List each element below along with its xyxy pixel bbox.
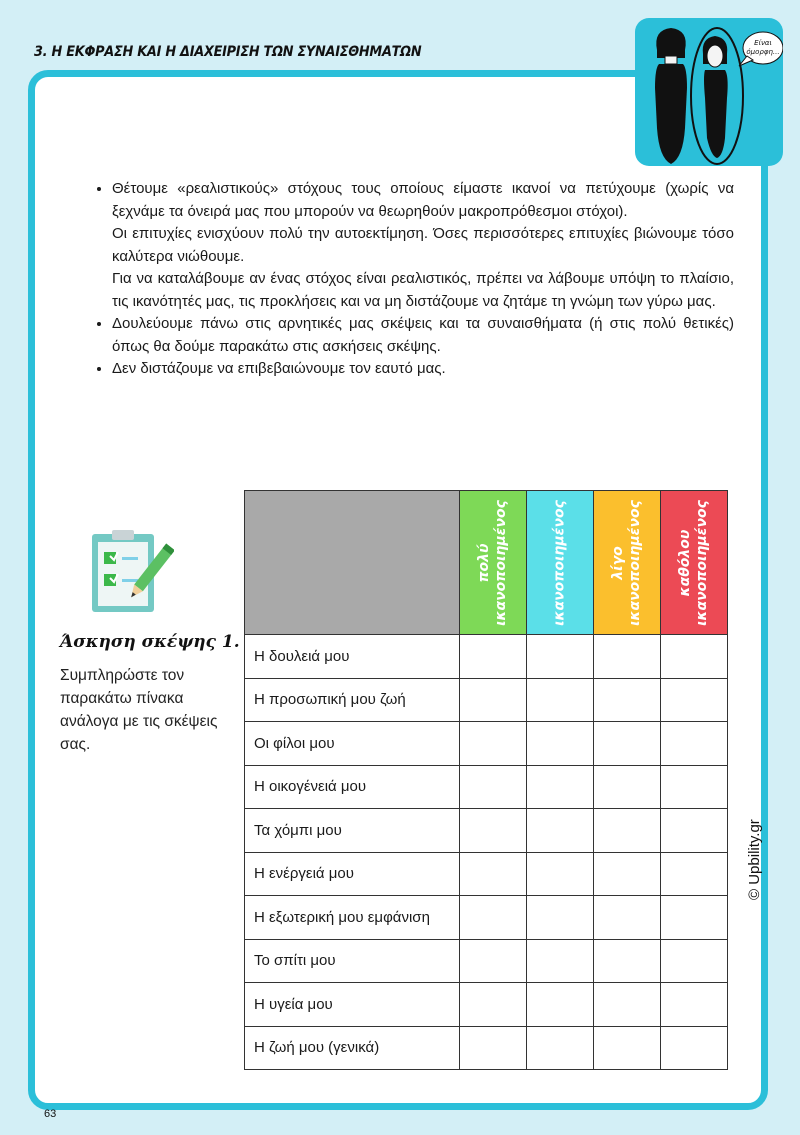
answer-cell[interactable] <box>594 852 661 896</box>
answer-cell[interactable] <box>460 765 527 809</box>
answer-cell[interactable] <box>661 809 728 853</box>
answer-cell[interactable] <box>594 983 661 1027</box>
row-label: Η υγεία μου <box>245 983 460 1027</box>
answer-cell[interactable] <box>527 939 594 983</box>
table-row <box>245 983 728 1027</box>
answer-cell[interactable] <box>594 809 661 853</box>
table-row <box>245 678 728 722</box>
header-illustration <box>635 18 783 166</box>
exercise-description: Συμπληρώστε τον παρακάτω πίνακα ανάλογα με τις σκέψεις σας. <box>60 667 218 753</box>
list-item <box>112 178 734 313</box>
answer-cell[interactable] <box>527 635 594 679</box>
column-header-line: καθόλου <box>677 529 693 596</box>
header-blank-cell <box>245 491 460 635</box>
bullet-paragraph: • Δουλεύουμε πάνω στις αρνητικές μας σκέψεις και τα συναισθήματα (ή στις πολύ θετικές) όπως θα δούμε παρακάτω στις ασκήσεις σκέψης. <box>112 315 734 355</box>
answer-cell[interactable] <box>460 1026 527 1070</box>
row-label: Η οικογένειά μου <box>245 765 460 809</box>
answer-cell[interactable] <box>661 678 728 722</box>
table-row <box>245 939 728 983</box>
row-label: Το σπίτι μου <box>245 939 460 983</box>
table-row <box>245 722 728 766</box>
list-item <box>112 358 734 381</box>
chapter-title: 3. Η ΕΚΦΡΑΣΗ ΚΑΙ Η ΔΙΑΧΕΙΡΙΣΗ ΤΩΝ ΣΥΝΑΙΣΘΗΜΑΤΩΝ <box>34 44 422 60</box>
answer-cell[interactable] <box>661 939 728 983</box>
row-label: Η εξωτερική μου εμφάνιση <box>245 896 460 940</box>
column-header-line: ικανοποιημένος <box>493 499 509 626</box>
answer-cell[interactable] <box>460 678 527 722</box>
answer-cell[interactable] <box>527 1026 594 1070</box>
answer-cell[interactable] <box>527 983 594 1027</box>
row-label: Τα χόμπι μου <box>245 809 460 853</box>
answer-cell[interactable] <box>594 678 661 722</box>
answer-cell[interactable] <box>661 635 728 679</box>
tips-list <box>92 178 734 381</box>
column-header-line: πολύ <box>476 543 492 583</box>
satisfaction-table <box>244 490 728 1070</box>
column-header-not-satisfied <box>661 491 728 635</box>
column-header-little-satisfied <box>594 491 661 635</box>
column-header-very-satisfied <box>460 491 527 635</box>
answer-cell[interactable] <box>527 722 594 766</box>
table-row <box>245 765 728 809</box>
answer-cell[interactable] <box>460 896 527 940</box>
column-header-line: λίγο <box>610 545 626 580</box>
table-row <box>245 635 728 679</box>
bullet-paragraph: • Θέτουμε «ρεαλιστικούς» στόχους τους οποίους είμαστε ικανοί να πετύχουμε (χωρίς να ξεχνάμε τα όνειρά μας που μπορούν να θεωρηθούν μακροπρόθεσμοι στόχοι). <box>112 180 734 220</box>
answer-cell[interactable] <box>594 722 661 766</box>
answer-cell[interactable] <box>460 939 527 983</box>
answer-cell[interactable] <box>460 852 527 896</box>
row-label: Οι φίλοι μου <box>245 722 460 766</box>
answer-cell[interactable] <box>527 678 594 722</box>
list-item <box>112 313 734 358</box>
answer-cell[interactable] <box>527 765 594 809</box>
answer-cell[interactable] <box>594 896 661 940</box>
answer-cell[interactable] <box>661 1026 728 1070</box>
svg-text:Είναι: Είναι <box>754 39 772 47</box>
bullet-paragraph: Οι επιτυχίες ενισχύουν πολύ την αυτοεκτίμηση. Όσες περισσότερες επιτυχίες βιώνουμε τόσο καλύτερα νιώθουμε. <box>112 225 734 265</box>
column-header-line: ικανοποιημένος <box>627 499 643 626</box>
row-label: Η ζωή μου (γενικά) <box>245 1026 460 1070</box>
bullet-paragraph: Για να καταλάβουμε αν ένας στόχος είναι ρεαλιστικός, πρέπει να λάβουμε υπόψη το πλαίσιο, τις ικανότητές μας, τις προκλήσεις και να μη διστάζουμε να ζητάμε τη γνώμη των γύρω μας. <box>112 270 734 310</box>
copyright-text: © Upbility.gr <box>746 819 763 900</box>
answer-cell[interactable] <box>594 765 661 809</box>
column-header-line: ικανοποιημένος <box>694 499 710 626</box>
answer-cell[interactable] <box>527 852 594 896</box>
clipboard-checklist-icon <box>88 528 174 621</box>
answer-cell[interactable] <box>661 983 728 1027</box>
answer-cell[interactable] <box>661 765 728 809</box>
exercise-title: Άσκηση σκέψης 1. <box>60 632 240 652</box>
table-row <box>245 896 728 940</box>
svg-text:όμορφη...: όμορφη... <box>746 48 780 56</box>
answer-cell[interactable] <box>661 722 728 766</box>
answer-cell[interactable] <box>661 896 728 940</box>
answer-cell[interactable] <box>460 983 527 1027</box>
mirror-women-illustration <box>635 18 783 166</box>
table-row <box>245 1026 728 1070</box>
table-row <box>245 809 728 853</box>
row-label: Η ενέργειά μου <box>245 852 460 896</box>
bullet-paragraph: • Δεν διστάζουμε να επιβεβαιώνουμε τον εαυτό μας. <box>112 360 446 377</box>
answer-cell[interactable] <box>460 635 527 679</box>
answer-cell[interactable] <box>594 939 661 983</box>
answer-cell[interactable] <box>594 635 661 679</box>
answer-cell[interactable] <box>460 809 527 853</box>
answer-cell[interactable] <box>460 722 527 766</box>
table-row <box>245 852 728 896</box>
answer-cell[interactable] <box>527 809 594 853</box>
answer-cell[interactable] <box>661 852 728 896</box>
answer-cell[interactable] <box>527 896 594 940</box>
answer-cell[interactable] <box>594 1026 661 1070</box>
row-label: Η προσωπική μου ζωή <box>245 678 460 722</box>
row-label: Η δουλειά μου <box>245 635 460 679</box>
column-header-satisfied <box>527 491 594 635</box>
page-number: 63 <box>44 1108 57 1120</box>
column-header-line: ικανοποιημένος <box>551 499 568 626</box>
table-header-row <box>245 491 728 635</box>
